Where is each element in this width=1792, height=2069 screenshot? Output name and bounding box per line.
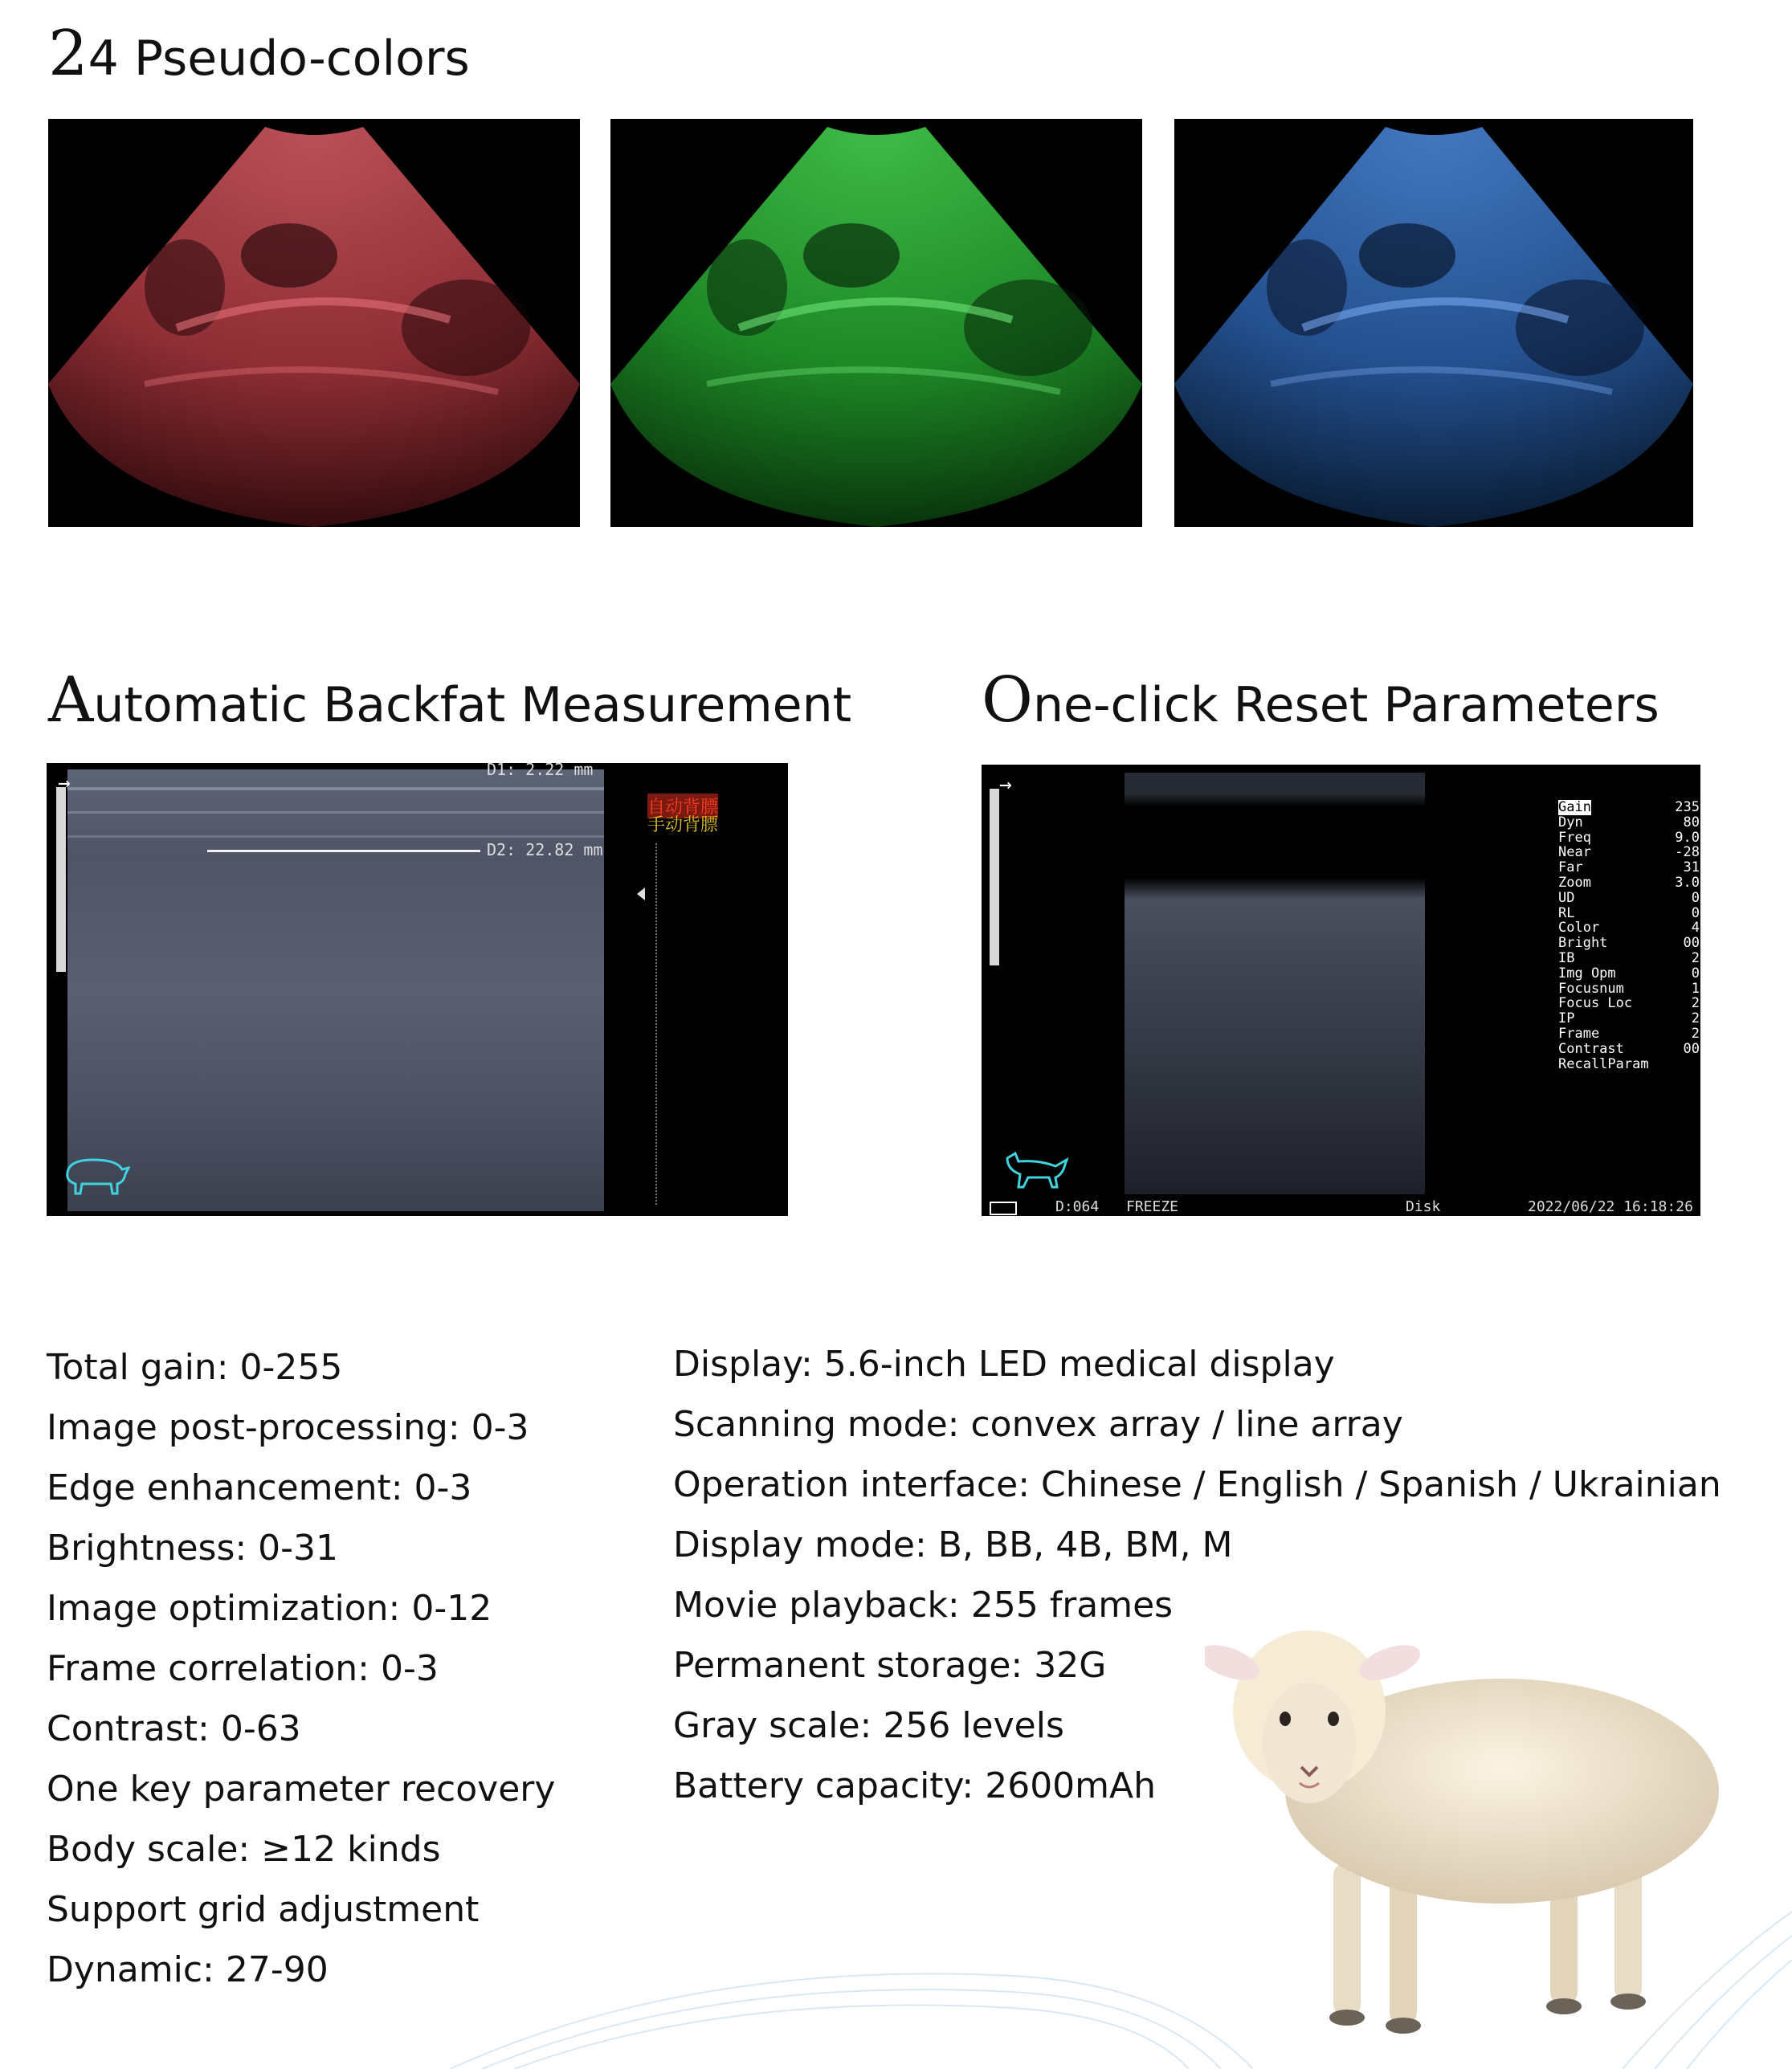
depth-scale bbox=[655, 843, 659, 1205]
spec-item: One key parameter recovery bbox=[47, 1769, 556, 1810]
pseudo-color-panel-blue bbox=[1174, 119, 1693, 527]
spec-item: Edge enhancement: 0-3 bbox=[47, 1467, 472, 1508]
parameter-name: Color bbox=[1558, 920, 1600, 937]
spec-item: Gray scale: 256 levels bbox=[673, 1705, 1064, 1746]
d2-measurement: D2: 22.82 mm bbox=[487, 840, 603, 859]
spec-item: Support grid adjustment bbox=[47, 1889, 480, 1930]
parameter-name: IB bbox=[1558, 949, 1575, 966]
parameter-row bbox=[1558, 1042, 1700, 1057]
parameter-name: Dyn bbox=[1558, 814, 1583, 830]
depth-status: D:064 bbox=[1055, 1198, 1100, 1215]
parameter-value: 3.0 bbox=[1675, 874, 1700, 891]
backfat-ultrasound-panel bbox=[47, 763, 788, 1216]
parameter-row bbox=[1558, 891, 1700, 906]
spec-item: Display mode: B, BB, 4B, BM, M bbox=[673, 1524, 1233, 1565]
scale-bar bbox=[56, 787, 66, 972]
parameter-row bbox=[1558, 936, 1700, 951]
parameter-row bbox=[1558, 996, 1700, 1011]
pseudo-colors-heading bbox=[48, 18, 470, 90]
tissue-line bbox=[67, 835, 604, 838]
parameter-value: 0 bbox=[1691, 889, 1700, 906]
parameter-list bbox=[1558, 800, 1700, 1071]
parameter-row bbox=[1558, 845, 1700, 860]
parameter-name: Freq bbox=[1558, 829, 1591, 846]
sheep-illustration bbox=[1205, 1622, 1735, 2040]
parameter-row bbox=[1558, 1026, 1700, 1042]
parameter-value: 00 bbox=[1683, 1040, 1700, 1057]
parameter-row bbox=[1558, 860, 1700, 875]
d1-measurement: D1: 2.22 mm bbox=[487, 763, 594, 779]
parameter-value: 9.0 bbox=[1675, 829, 1700, 846]
scale-bar bbox=[990, 789, 999, 965]
reset-heading bbox=[982, 664, 1659, 737]
parameter-name: RecallParam bbox=[1558, 1055, 1649, 1072]
heading-text: 4 Pseudo-colors bbox=[88, 31, 470, 87]
heading-initial: 2 bbox=[48, 18, 88, 90]
specs-left-list bbox=[47, 1337, 555, 2000]
pseudo-color-panel-green bbox=[610, 119, 1142, 527]
decorative-wave bbox=[450, 1944, 1253, 2069]
spec-item: Image optimization: 0-12 bbox=[47, 1588, 492, 1629]
parameter-name: IP bbox=[1558, 1010, 1575, 1027]
parameter-value: 235 bbox=[1675, 799, 1700, 815]
parameter-row bbox=[1558, 875, 1700, 891]
manual-backfat-label: 手动背膘 bbox=[647, 815, 719, 835]
battery-icon bbox=[990, 1202, 1017, 1215]
parameter-value: 2 bbox=[1691, 949, 1700, 966]
parameter-name: Near bbox=[1558, 844, 1591, 861]
parameter-value: 1 bbox=[1691, 980, 1700, 997]
backfat-heading bbox=[48, 664, 852, 737]
tissue-line bbox=[67, 787, 604, 790]
arrow-right-icon: → bbox=[999, 773, 1012, 797]
parameter-value: 0 bbox=[1691, 965, 1700, 981]
disk-status: Disk bbox=[1406, 1198, 1441, 1215]
spec-item: Body scale: ≥12 kinds bbox=[47, 1829, 441, 1870]
parameter-value: 80 bbox=[1683, 814, 1700, 830]
parameter-row bbox=[1558, 966, 1700, 981]
heading-initial: A bbox=[48, 664, 94, 737]
auto-backfat-label: 自动背膘 bbox=[647, 794, 718, 818]
pseudo-color-panel-red bbox=[48, 119, 580, 527]
tissue-line bbox=[67, 811, 604, 814]
parameter-row bbox=[1558, 815, 1700, 830]
pig-icon bbox=[61, 1149, 130, 1197]
spec-item: Total gain: 0-255 bbox=[47, 1347, 343, 1388]
parameter-name: Gain bbox=[1558, 799, 1591, 815]
parameter-name: RL bbox=[1558, 904, 1575, 921]
parameter-row bbox=[1558, 906, 1700, 921]
parameter-value: 0 bbox=[1691, 904, 1700, 921]
spec-item: Battery capacity: 2600mAh bbox=[673, 1765, 1157, 1806]
parameter-name: Focusnum bbox=[1558, 980, 1624, 997]
spec-item: Display: 5.6-inch LED medical display bbox=[673, 1344, 1335, 1385]
spec-item: Movie playback: 255 frames bbox=[673, 1585, 1174, 1626]
parameter-name: Far bbox=[1558, 859, 1583, 876]
heading-text: utomatic Backfat Measurement bbox=[93, 677, 852, 733]
parameter-value: 2 bbox=[1691, 1010, 1700, 1027]
parameter-row bbox=[1558, 951, 1700, 966]
parameter-row bbox=[1558, 920, 1700, 936]
spec-item: Brightness: 0-31 bbox=[47, 1528, 339, 1569]
parameter-row bbox=[1558, 981, 1700, 997]
reset-ultrasound-panel bbox=[982, 765, 1700, 1216]
ultrasound-image bbox=[1125, 773, 1425, 1194]
spec-item: Frame correlation: 0-3 bbox=[47, 1648, 439, 1689]
parameter-value: 00 bbox=[1683, 935, 1700, 952]
parameter-name: Zoom bbox=[1558, 874, 1591, 891]
parameter-name: Frame bbox=[1558, 1025, 1600, 1042]
measurement-line bbox=[207, 850, 480, 852]
parameter-name: Contrast bbox=[1558, 1040, 1624, 1057]
spec-item: Operation interface: Chinese / English / Spanish / Ukrainian bbox=[673, 1464, 1721, 1505]
freeze-status: FREEZE bbox=[1126, 1198, 1179, 1215]
parameter-row bbox=[1558, 800, 1700, 815]
ultrasound-fan-green bbox=[610, 119, 1142, 527]
spec-item: Scanning mode: convex array / line array bbox=[673, 1404, 1403, 1445]
parameter-value: -28 bbox=[1675, 844, 1700, 861]
parameter-name: Bright bbox=[1558, 935, 1608, 952]
parameter-value: 31 bbox=[1683, 859, 1700, 876]
focus-marker-icon bbox=[637, 888, 645, 900]
heading-text: ne-click Reset Parameters bbox=[1032, 677, 1659, 733]
parameter-name: Focus Loc bbox=[1558, 995, 1633, 1012]
arrow-right-icon: → bbox=[58, 771, 71, 795]
heading-initial: O bbox=[982, 664, 1033, 737]
spec-item: Dynamic: 27-90 bbox=[47, 1949, 329, 1990]
spec-item: Image post-processing: 0-3 bbox=[47, 1407, 529, 1448]
ultrasound-fan-red bbox=[48, 119, 580, 527]
parameter-row bbox=[1558, 1011, 1700, 1026]
parameter-value: 2 bbox=[1691, 1025, 1700, 1042]
parameter-name: UD bbox=[1558, 889, 1575, 906]
dog-icon bbox=[999, 1150, 1070, 1190]
datetime-status: 2022/06/22 16:18:26 bbox=[1528, 1198, 1693, 1215]
spec-item: Permanent storage: 32G bbox=[673, 1645, 1107, 1686]
spec-item: Contrast: 0-63 bbox=[47, 1708, 301, 1749]
parameter-name: Img Opm bbox=[1558, 965, 1616, 981]
parameter-value: 2 bbox=[1691, 995, 1700, 1012]
parameter-value: 4 bbox=[1691, 920, 1700, 937]
parameter-row bbox=[1558, 1057, 1700, 1072]
parameter-row bbox=[1558, 830, 1700, 846]
ultrasound-fan-blue bbox=[1174, 119, 1693, 527]
